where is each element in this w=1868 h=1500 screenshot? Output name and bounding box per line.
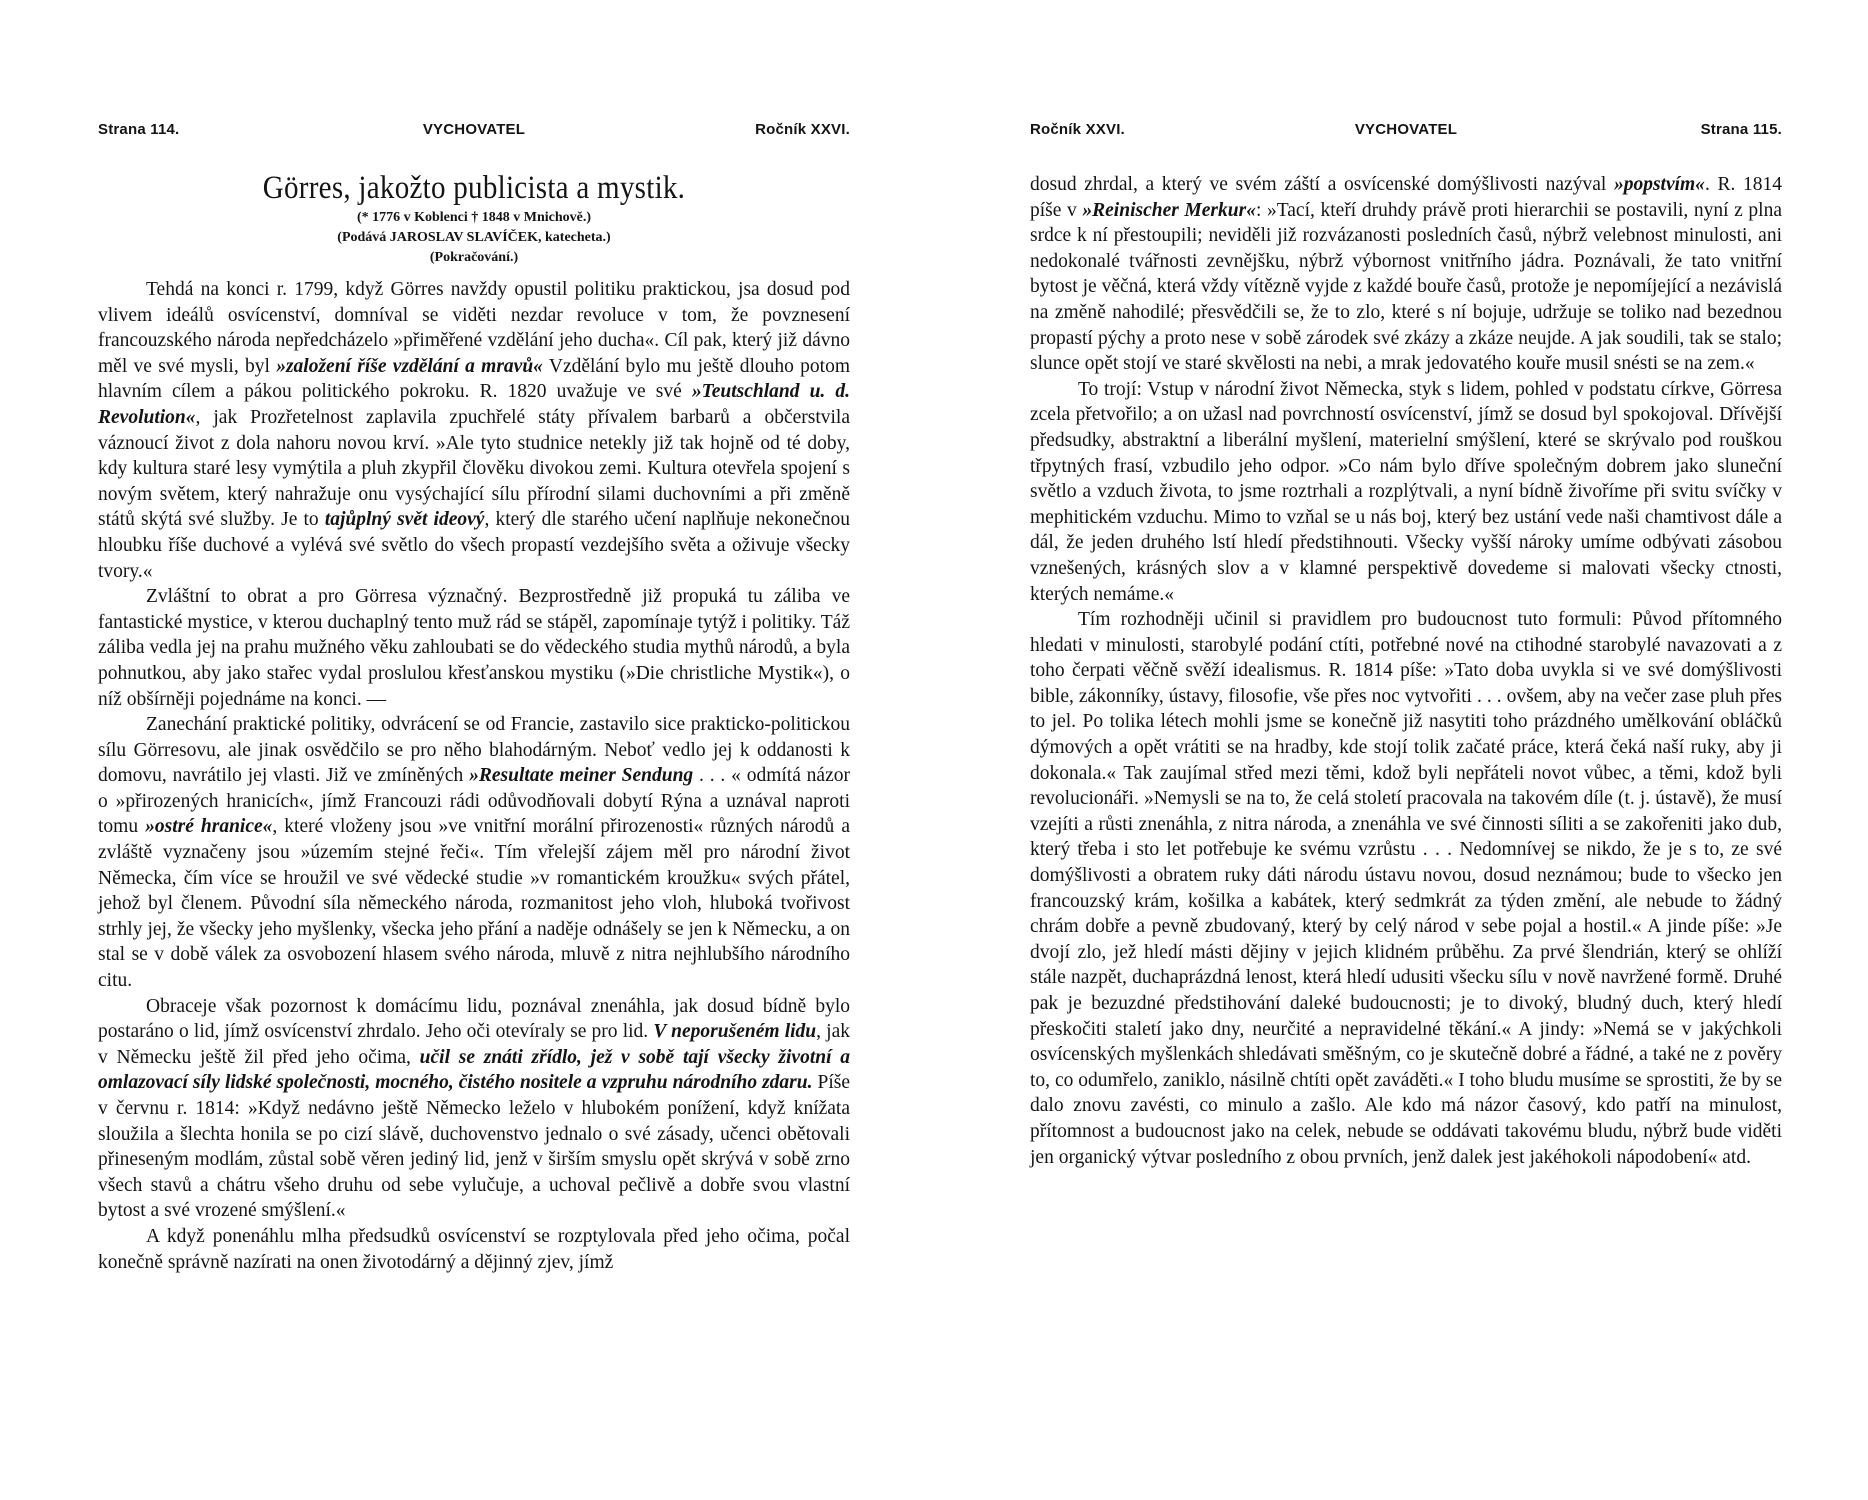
paragraph: A když ponenáhlu mlha předsudků osvícenství se rozptylovala před jeho očima, počal konečně správně nazírati na onen životodárný a dějinný zjev, jímž [98,1225,850,1273]
paragraph: Obraceje však pozornost k domácímu lidu, poznával znenáhla, jak dosud bídně bylo postaráno o lid, jímž osvícenství zhrdalo. Jeho oči otevíraly se pro lid. V neporušeném lidu, jak v Německu ještě žil před jeho očima, učil se znáti zřídlo, jež v sobě tají všecky životní a omlazovací síly lidské společnosti, mocného, čistého nositele a vzpruhu národního zdaru. Píše v červnu r. 1814: »Když nedávno ještě Německo leželo v hlubokém ponížení, když knížata sloužila a šlechta honila se po cizí slávě, duchovenstvo jednalo o své zásady, učenci obětovali přineseným modlám, zůstal sobě věren jediný lid, jenž v širším smyslu opět skrývá v sobě zrno všech stavů a chátru všeho druhu od sebe vylučuje, a uchoval pečlivě a dobře svou vlastní bytost a své vrozené smýšlení.« [98,995,850,1222]
page-number: Strana 114. [98,121,180,138]
journal-title: VYCHOVATEL [1354,121,1458,138]
paragraph: To trojí: Vstup v národní život Německa, styk s lidem, pohled v podstatu církve, Görresa zcela přetvořilo; a on užasl nad povrchností osvícenství, jímž se dosud byl spokojoval. Dřívější předsudky, abstraktní a liberální myšlení, materielní smýšlení, které se skrývalo pod rouškou třpytných frasí, vzbudilo jeho odpor. »Co nám bylo dříve společným dobrem jako sluneční světlo a vzduch života, to jsme roztrhali a rozplýtvali, a nyní bídně živoříme při svitu svíčky v mephitickém vzduchu. Mimo to vzňal se u nás boj, který bez ustání vede naši chamtivost dále a dál, že jeden druhého lstí hledí předstihnouti. Všecky vyšší nároky umíme odbývati zásobou vznešených, krásných slov a v klamné perspektivě dovedeme si malovati všecky ctnosti, kterých nemáme.« [1030,378,1782,605]
volume-label: Ročník XXVI. [755,121,850,138]
left-page [98,0,850,1500]
journal-title: VYCHOVATEL [422,121,526,138]
running-header-right [1030,121,1782,145]
right-page-body [1030,172,1782,1170]
paragraph: Tehdá na konci r. 1799, když Görres navždy opustil politiku praktickou, jsa dosud pod vlivem ideálů osvícenství, domníval se viděti nezdar revoluce v tom, že povznesení francouzského národa nepředcházelo »přiměřené vzdělání jeho ducha«. Cíl pak, který již dávno měl ve své mysli, byl »založení říše vzdělání a mravů« Vzdělání bylo mu ještě dlouho potom hlavním cílem a pákou politického pokroku. R. 1820 uvažuje ve své »Teutschland u. d. Revolution«, jak Prozřetelnost zaplavila zpuchřelé státy přívalem barbarů a občerstvila váznoucí život z dola nahoru novou krví. »Ale tyto studnice netekly již tak hojně od té doby, kdy kultura staré lesy vymýtila a pluh zkypřil člověku divokou zemi. Kultura otevřela spojení s novým světem, který nahražuje onu vysýchající sílu přírodní silami duchovními a při změně států skýtá své služby. Je to tajůplný svět ideový, který dle starého učení naplňuje nekonečnou hloubku říše duchové a vylévá své světlo do všech propastí vezdejšího světa a oživuje všecky tvory.« [98,279,850,582]
right-page [1030,0,1782,1500]
article-author: (Podává JAROSLAV SLAVÍČEK, katecheta.) [337,230,611,245]
article-lifespan: (* 1776 v Koblenci † 1848 v Mnichově.) [356,210,592,225]
page-number: Strana 115. [1700,121,1782,138]
paragraph: dosud zhrdal, a který ve svém záští a osvícenské domýšlivosti nazýval »popstvím«. R. 1814 píše v »Reinischer Merkur«: »Tací, kteří druhdy právě proti hierarchii se postavili, nyní z plna srdce k ní přestoupili; neviděli již rozvázanosti posledních časů, nýbrž velebnost minulosti, ani nedokonalé tvářnosti zevnějšku, nýbrž výbornost vnitřního jádra. Poznávali, že tato vnitřní bytost je věčná, která vždy vítězně vyjde z každé bouře časů, protože je nepomíjející a nezávislá na změně nahodilé; přesvědčili se, že to zlo, které s ní bojuje, udržuje se toliko nad bezednou propastí pýchy a proto nese v sobě zárodek své zkázy a zkáze neujde. A jak soudili, tak se stalo; slunce opět stojí ve staré skvělosti na nebi, a mrak jedovatého kouře musil snésti se na zem.« [1030,174,1782,375]
volume-label: Ročník XXVI. [1030,121,1125,138]
paragraph: Tím rozhodněji učinil si pravidlem pro budoucnost tuto formuli: Původ přítomného hledati v minulosti, starobylé podání ctíti, potřebné nové na ctihodné starobylé navazovati a z toho čerpati věčně svěží idealismus. R. 1814 píše: »Tato doba uvykla si ve své domýšlivosti bible, zákonníky, ústavy, filosofie, vše přes noc vytvořiti . . . ovšem, aby na večer zase pluh přes to jel. Po tolika létech mohli jsme se konečně již nasytiti toho prázdného umělkování obláčků dýmových a opět vrátiti se na hradby, kde stojí tolik začaté práce, která čeká naší ruky, aby ji dokonala.« Tak zaujímal střed mezi těmi, kdož byli nepřáteli novot vůbec, a těmi, kdož byli revolucionáři. »Nemysli se na to, že celá století pracovala na takovém díle (t. j. ústavě), že musí vzejíti a růsti znenáhla, z nitra národa, a znenáhla ve své činnosti síliti a se zakořeniti jako dub, který třeba i sto let potřebuje ke svému vzrůstu . . . Nedomnívej se nikdo, že je s to, ze své domýšlivosti a obratem ruky dáti národu ústavu novou, dosud neznámou; bude to všecko jen francouzský krám, košilka a kabátek, který sedmkrát za týden změní, ale nebude to žádný chrám dobře a pevně zbudovaný, který by celý národ v sebe pojal a hostil.« A jinde píše: »Je dvojí zlo, jež hledí másti dějiny v jejich klidném průběhu. Za prvé šlendrián, který se ohlíží stále nazpět, duchaprázdná lenost, která hledí udusiti všecku sílu v nově navržené formě. Druhé pak je bezuzdné předstihování daleké budoucnosti; je to divoký, bludný duch, který hledí přeskočiti staletí jako dny, neurčité a nepravidelné těkání.« A jindy: »Nemá se v jakýchkoli osvícenských myšlenkách shledávati směšným, co je skutečně dobré a řádné, a také ne z pověry to, co odumřelo, zaniklo, násilně chtíti opět zaváděti.« I toho bludu musíme se sprostiti, že by se dalo znovu zavésti, co minulo a zašlo. Ale kdo má názor časový, kdo patří na minulost, přítomnost a budoucnost jako na celek, nebude se oddávati takovému bludu, nýbrž bude viděti jen organický výtvar posledního z obou prvních, jenž dalek jest jakéhokoli nápodobení« atd. [1030,609,1782,1168]
article-title: Görres, jakožto publicista a mystik. [262,170,686,206]
article-heading [98,168,850,268]
paragraph: Zanechání praktické politiky, odvrácení se od Francie, zastavilo sice prakticko-politickou sílu Görresovu, ale jinak osvědčilo se pro něho blahodárným. Neboť vedlo jej k oddanosti k domovu, navrátilo jej vlasti. Již ve zmíněných »Resultate meiner Sendung . . . « odmítá názor o »přirozených hranicích«, jímž Francouzi rádi odůvodňovali dobytí Rýna a uznával naproti tomu »ostré hranice«, které vloženy jsou »ve vnitřní morální přirozenosti« různých národů a zvláště vyznačeny jsou »územím stejné řeči«. Tím vřelejší zájem měl pro národní život Německa, čím více se hroužil ve své vědecké studie »v romantickém kroužku« svých přátel, jehož byl členem. Původní síla německého národa, rozmanitost jeho vloh, hluboká tvořivost strhly jej, že všecky jeho myšlenky, všecka jeho přání a naděje odnášely se jen k Německu, a on stal se v době válek za osvobození hlasem svého národa, mluvě z nitra nejhlubšího národního citu. [98,714,850,992]
article-continued: (Pokračování.) [429,250,519,265]
left-page-body [98,277,850,1275]
running-header-left [98,121,850,145]
paragraph: Zvláštní to obrat a pro Görresa význačný. Bezprostředně již propuká tu záliba ve fantastické mystice, v kterou duchaplný tento muž rád se stápěl, zapomínaje tytýž i politiky. Táž záliba vedla jej na prahu mužného věku zahloubati se do vědeckého studia mythů národů, a byla pohnutkou, aby jako stařec vydal proslulou křesťanskou mystiku (»Die christliche Mystik«), o níž obšírněji pojednáme na konci. — [98,586,850,710]
